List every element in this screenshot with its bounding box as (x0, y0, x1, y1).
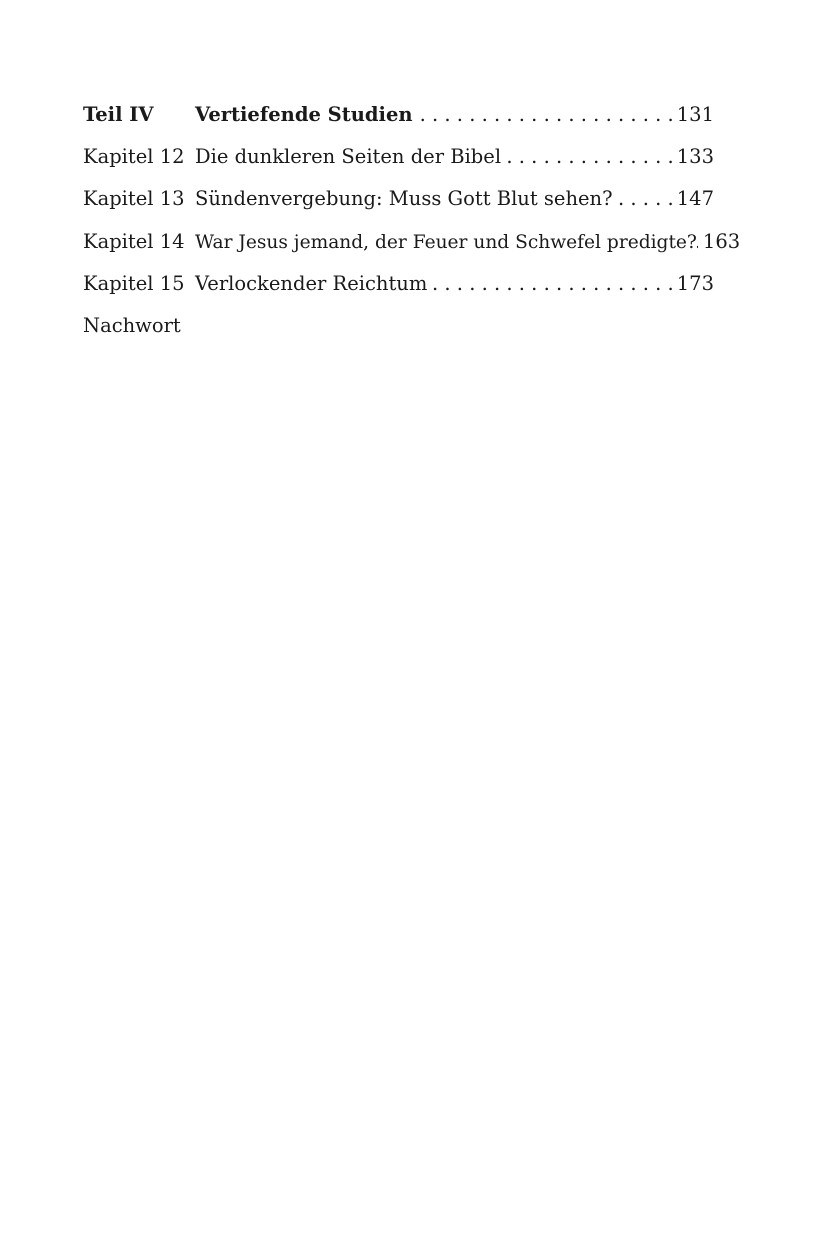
toc-chapter-row[interactable] (83, 269, 714, 311)
toc-part-label: Teil IV (83, 103, 154, 126)
toc-page-number[interactable]: 147 (676, 187, 714, 211)
dot-leader (501, 142, 674, 172)
toc-chapter-label: Kapitel 13 (83, 187, 185, 211)
toc-chapter-row[interactable] (83, 142, 714, 184)
toc-chapter-row[interactable] (83, 184, 714, 226)
toc-entry (195, 100, 714, 130)
dot-leader (427, 269, 673, 299)
toc-chapter-row[interactable] (83, 227, 741, 269)
toc-entry (195, 227, 741, 258)
toc-chapter-label: Kapitel 15 (83, 271, 185, 295)
toc-page-number[interactable]: 131 (676, 103, 714, 126)
toc-chapter-title[interactable]: Die dunkleren Seiten der Bibel (195, 145, 502, 169)
toc-page-number[interactable]: 173 (676, 271, 714, 295)
toc-part-row[interactable] (83, 100, 714, 142)
dot-leader (613, 184, 674, 214)
toc-afterword-row[interactable] (83, 311, 714, 353)
toc-chapter-label: Kapitel 14 (83, 229, 185, 253)
toc-chapter-title[interactable]: War Jesus jemand, der Feuer und Schwefel predigte? (195, 231, 697, 253)
toc-page-number[interactable]: 133 (676, 145, 714, 169)
toc-page-number[interactable]: 163 (702, 229, 741, 253)
toc-entry (195, 269, 714, 299)
toc-chapter-title[interactable]: Sündenvergebung: Muss Gott Blut sehen? (195, 187, 613, 211)
toc-entry (195, 184, 714, 214)
dot-leader (413, 100, 674, 130)
toc-afterword-label: Nachwort (83, 313, 181, 337)
toc-chapter-title[interactable]: Verlockender Reichtum (195, 271, 428, 295)
table-of-contents (83, 100, 741, 353)
toc-chapter-label: Kapitel 12 (83, 145, 185, 169)
toc-entry (195, 142, 714, 172)
toc-part-title[interactable]: Vertiefende Studien (195, 103, 413, 126)
